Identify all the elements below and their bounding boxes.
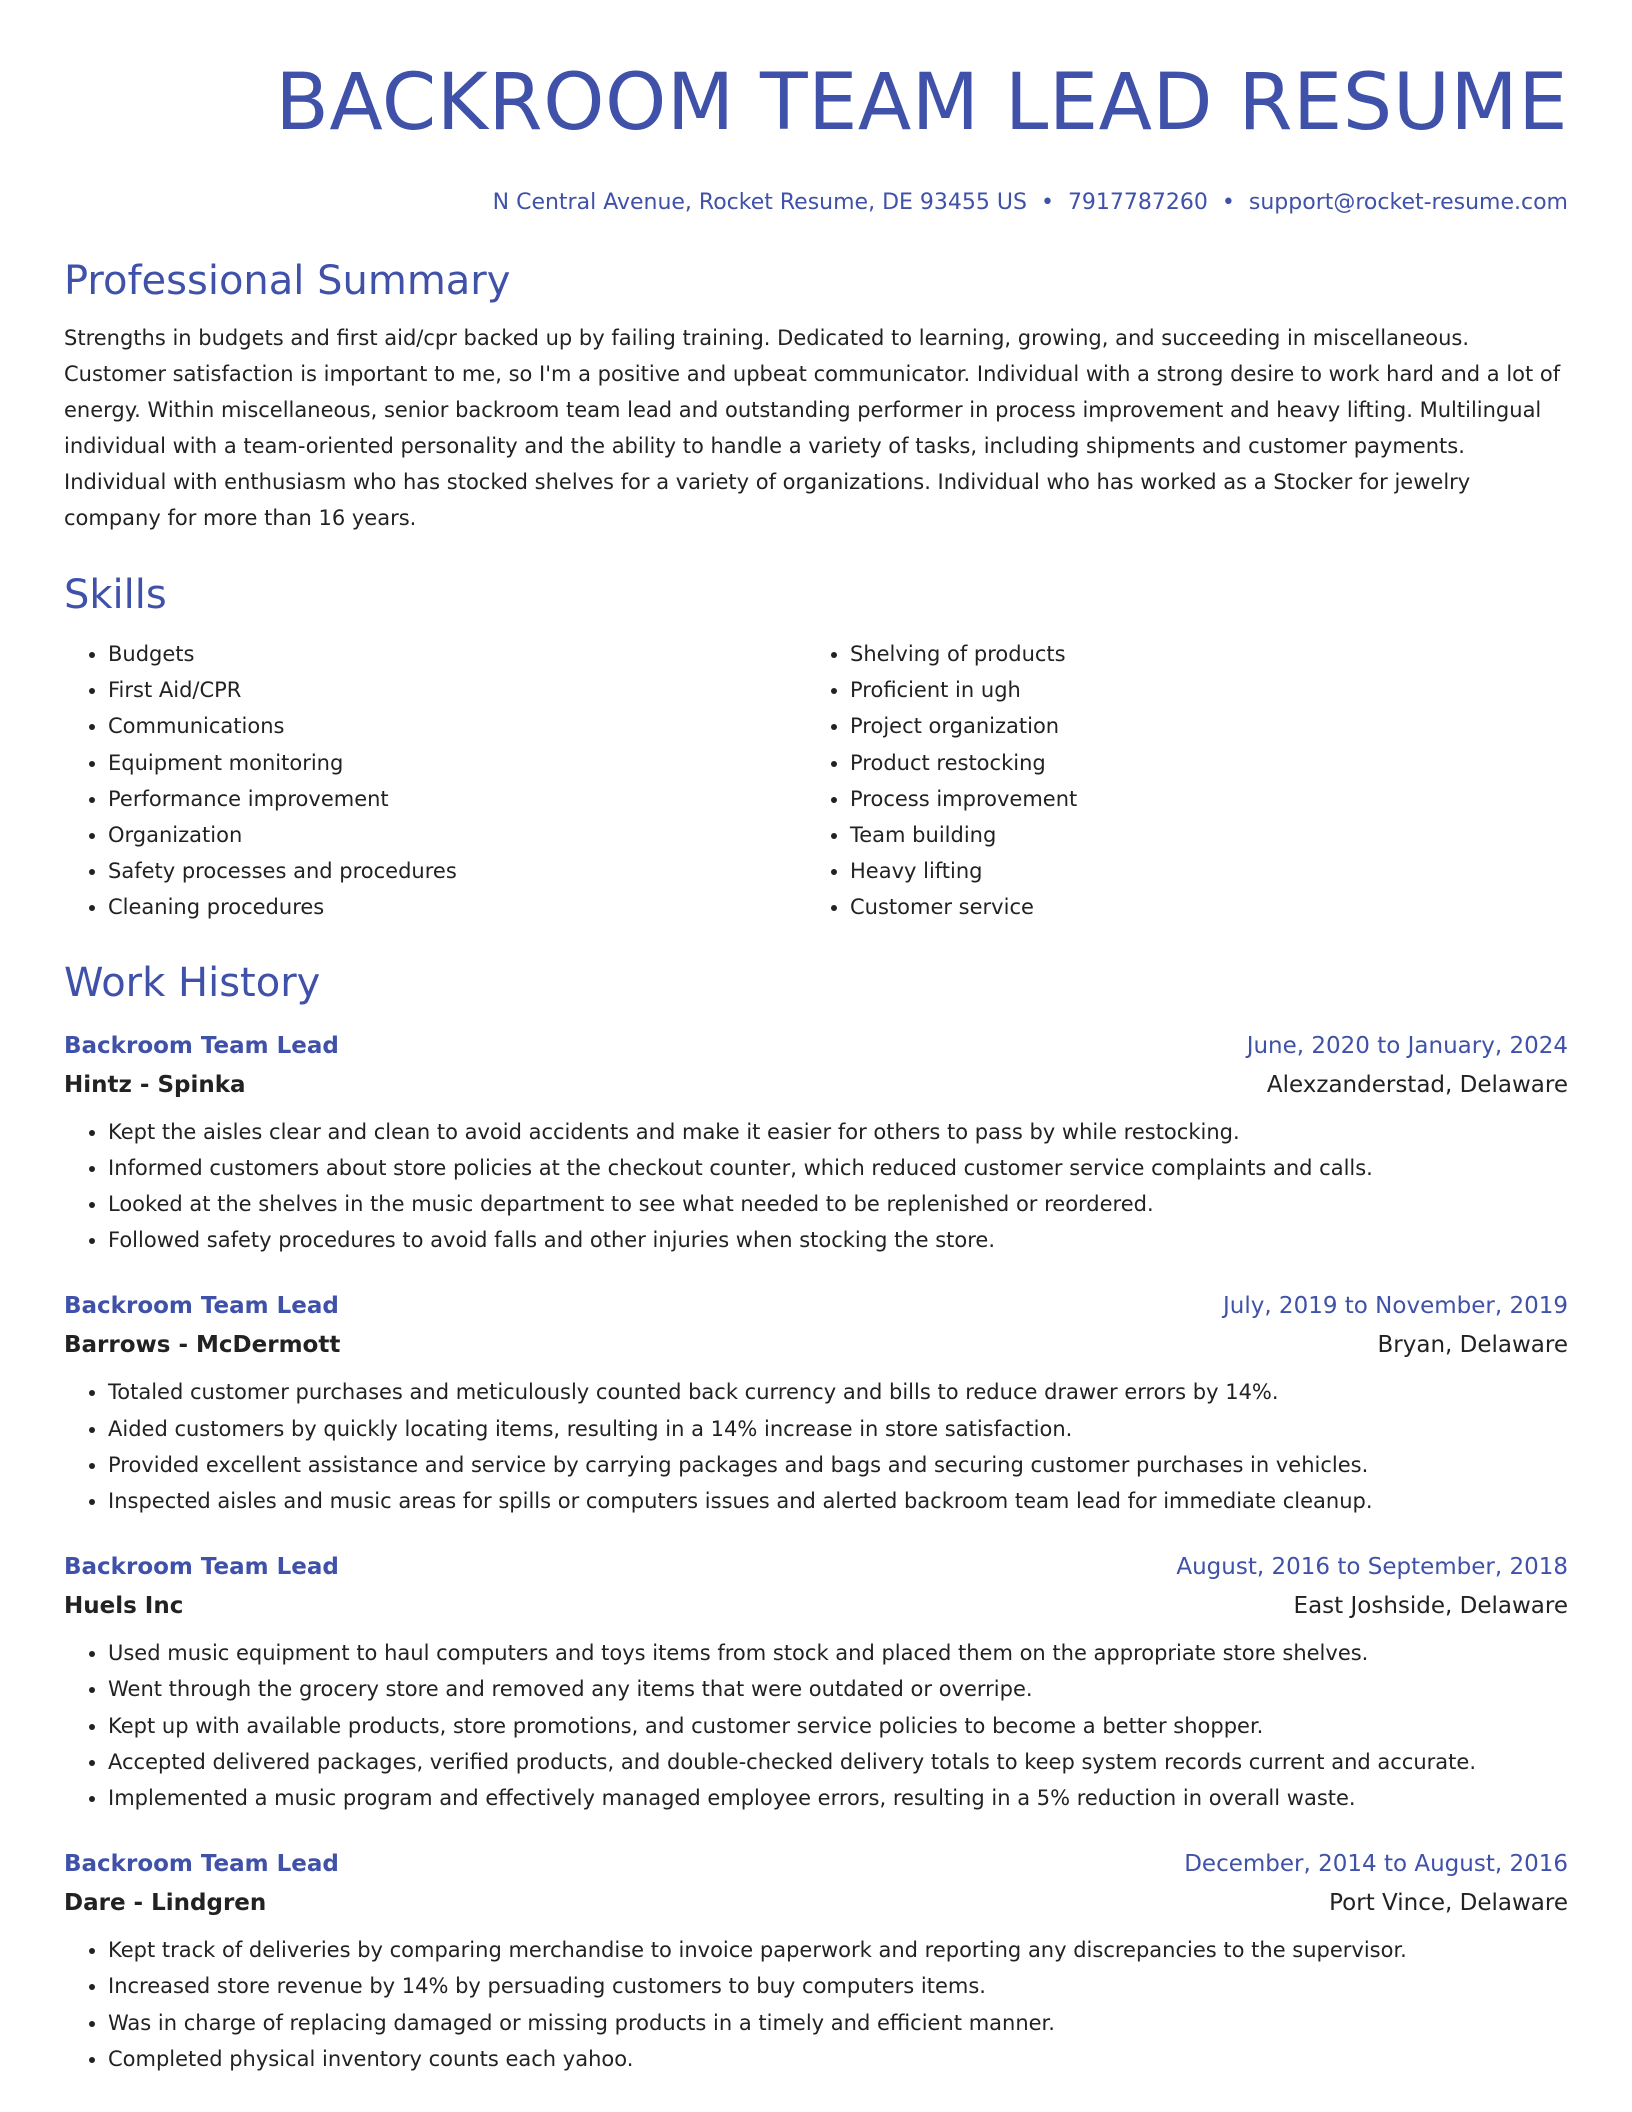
job-entry <box>64 1844 1568 2077</box>
skill-item: • Communications <box>108 708 806 744</box>
job-bullet: • Was in charge of replacing damaged or missing products in a timely and efficient manner. <box>108 2005 1568 2041</box>
skills-heading: Skills <box>64 572 167 618</box>
job-dates: August, 2016 to September, 2018 <box>1176 1554 1568 1581</box>
skills-column-left <box>64 636 806 926</box>
contact-separator: • <box>1040 190 1054 215</box>
skill-item: • Budgets <box>108 636 806 672</box>
job-location: Bryan, Delaware <box>1377 1332 1568 1359</box>
skill-item: • Proficient in ugh <box>850 672 1548 708</box>
job-bullet: • Looked at the shelves in the music department to see what needed to be replenished or reordered. <box>108 1186 1568 1222</box>
skill-item: • Process improvement <box>850 781 1548 817</box>
job-bullet: • Kept up with available products, store promotions, and customer service policies to become a better shopper. <box>108 1708 1568 1744</box>
job-bullet: • Accepted delivered packages, verified products, and double-checked delivery totals to keep system records current and accurate. <box>108 1744 1568 1780</box>
job-bullets <box>64 1374 1568 1519</box>
skill-item: • Project organization <box>850 708 1548 744</box>
job-company: Dare - Lindgren <box>64 1890 267 1917</box>
job-title: Backroom Team Lead <box>64 1851 339 1878</box>
skills-column-right <box>806 636 1548 926</box>
contact-line <box>64 188 1568 218</box>
job-dates: December, 2014 to August, 2016 <box>1184 1851 1568 1878</box>
resume-name: BACKROOM TEAM LEAD RESUME <box>275 58 1568 148</box>
job-bullet: • Kept the aisles clear and clean to avoid accidents and make it easier for others to pass by while restocking. <box>108 1114 1568 1150</box>
skills-list <box>64 636 1568 926</box>
contact-address: N Central Avenue, Rocket Resume, DE 93455 US <box>492 190 1027 215</box>
job-location: Alexzanderstad, Delaware <box>1266 1071 1568 1098</box>
job-title: Backroom Team Lead <box>64 1032 339 1059</box>
skill-item: • Equipment monitoring <box>108 745 806 781</box>
job-bullet: • Completed physical inventory counts each yahoo. <box>108 2041 1568 2077</box>
job-bullet: • Used music equipment to haul computers and toys items from stock and placed them on the appropriate store shelves. <box>108 1635 1568 1671</box>
job-bullet: • Kept track of deliveries by comparing merchandise to invoice paperwork and reporting any discrepancies to the supervisor. <box>108 1932 1568 1968</box>
job-entry <box>64 1547 1568 1816</box>
job-title: Backroom Team Lead <box>64 1293 339 1320</box>
skill-item: • First Aid/CPR <box>108 672 806 708</box>
work-history-heading: Work History <box>64 959 321 1006</box>
resume-page <box>64 0 1568 2077</box>
job-bullet: • Increased store revenue by 14% by persuading customers to buy computers items. <box>108 1968 1568 2004</box>
skill-item: • Organization <box>108 817 806 853</box>
skill-item: • Product restocking <box>850 745 1548 781</box>
skill-item: • Shelving of products <box>850 636 1548 672</box>
skill-item: • Customer service <box>850 889 1548 925</box>
skill-item: • Performance improvement <box>108 781 806 817</box>
job-bullets <box>64 1114 1568 1259</box>
job-dates: July, 2019 to November, 2019 <box>1222 1293 1568 1320</box>
summary-heading: Professional Summary <box>64 258 511 304</box>
job-company: Huels Inc <box>64 1593 184 1620</box>
job-location: Port Vince, Delaware <box>1329 1890 1568 1917</box>
skill-item: • Safety processes and procedures <box>108 853 806 889</box>
job-company: Hintz - Spinka <box>64 1071 246 1098</box>
job-company: Barrows - McDermott <box>64 1332 341 1359</box>
job-bullet: • Provided excellent assistance and service by carrying packages and bags and securing customer purchases in vehicles. <box>108 1447 1568 1483</box>
job-entry <box>64 1286 1568 1519</box>
contact-phone: 7917787260 <box>1067 190 1208 215</box>
skill-item: • Heavy lifting <box>850 853 1548 889</box>
job-dates: June, 2020 to January, 2024 <box>1246 1032 1568 1059</box>
skill-item: • Team building <box>850 817 1548 853</box>
job-entry <box>64 1026 1568 1259</box>
job-bullet: • Aided customers by quickly locating items, resulting in a 14% increase in store satisfaction. <box>108 1411 1568 1447</box>
job-bullet: • Inspected aisles and music areas for spills or computers issues and alerted backroom team lead for immediate cleanup. <box>108 1483 1568 1519</box>
job-bullet: • Implemented a music program and effectively managed employee errors, resulting in a 5% reduction in overall waste. <box>108 1780 1568 1816</box>
contact-email: support@rocket-resume.com <box>1248 190 1568 215</box>
job-bullets <box>64 1635 1568 1816</box>
job-title: Backroom Team Lead <box>64 1554 339 1581</box>
job-bullet: • Informed customers about store policies at the checkout counter, which reduced customer service complaints and calls. <box>108 1150 1568 1186</box>
summary-text: Strengths in budgets and first aid/cpr backed up by failing training. Dedicated to learning, growing, and succeeding in miscellaneous. Customer satisfaction is important to me, so I'm a positive and upbeat communicator. Individual with a strong desire to work hard and a lot of energy. Within miscellaneous, senior backroom team lead and outstanding performer in process improvement and heavy lifting. Multilingual individual with a team-oriented personality and the ability to handle a variety of tasks, including shipments and customer payments. Individual with enthusiasm who has stocked shelves for a variety of organizations. Individual who has worked as a Stocker for jewelry company for more than 16 years. <box>64 326 1561 530</box>
job-bullet: • Followed safety procedures to avoid falls and other injuries when stocking the store. <box>108 1222 1568 1258</box>
job-bullets <box>64 1932 1568 2077</box>
job-bullet: • Went through the grocery store and removed any items that were outdated or overripe. <box>108 1671 1568 1707</box>
contact-separator: • <box>1221 190 1235 215</box>
skill-item: • Cleaning procedures <box>108 889 806 925</box>
job-location: East Joshside, Delaware <box>1293 1593 1568 1620</box>
job-bullet: • Totaled customer purchases and meticulously counted back currency and bills to reduce drawer errors by 14%. <box>108 1374 1568 1410</box>
